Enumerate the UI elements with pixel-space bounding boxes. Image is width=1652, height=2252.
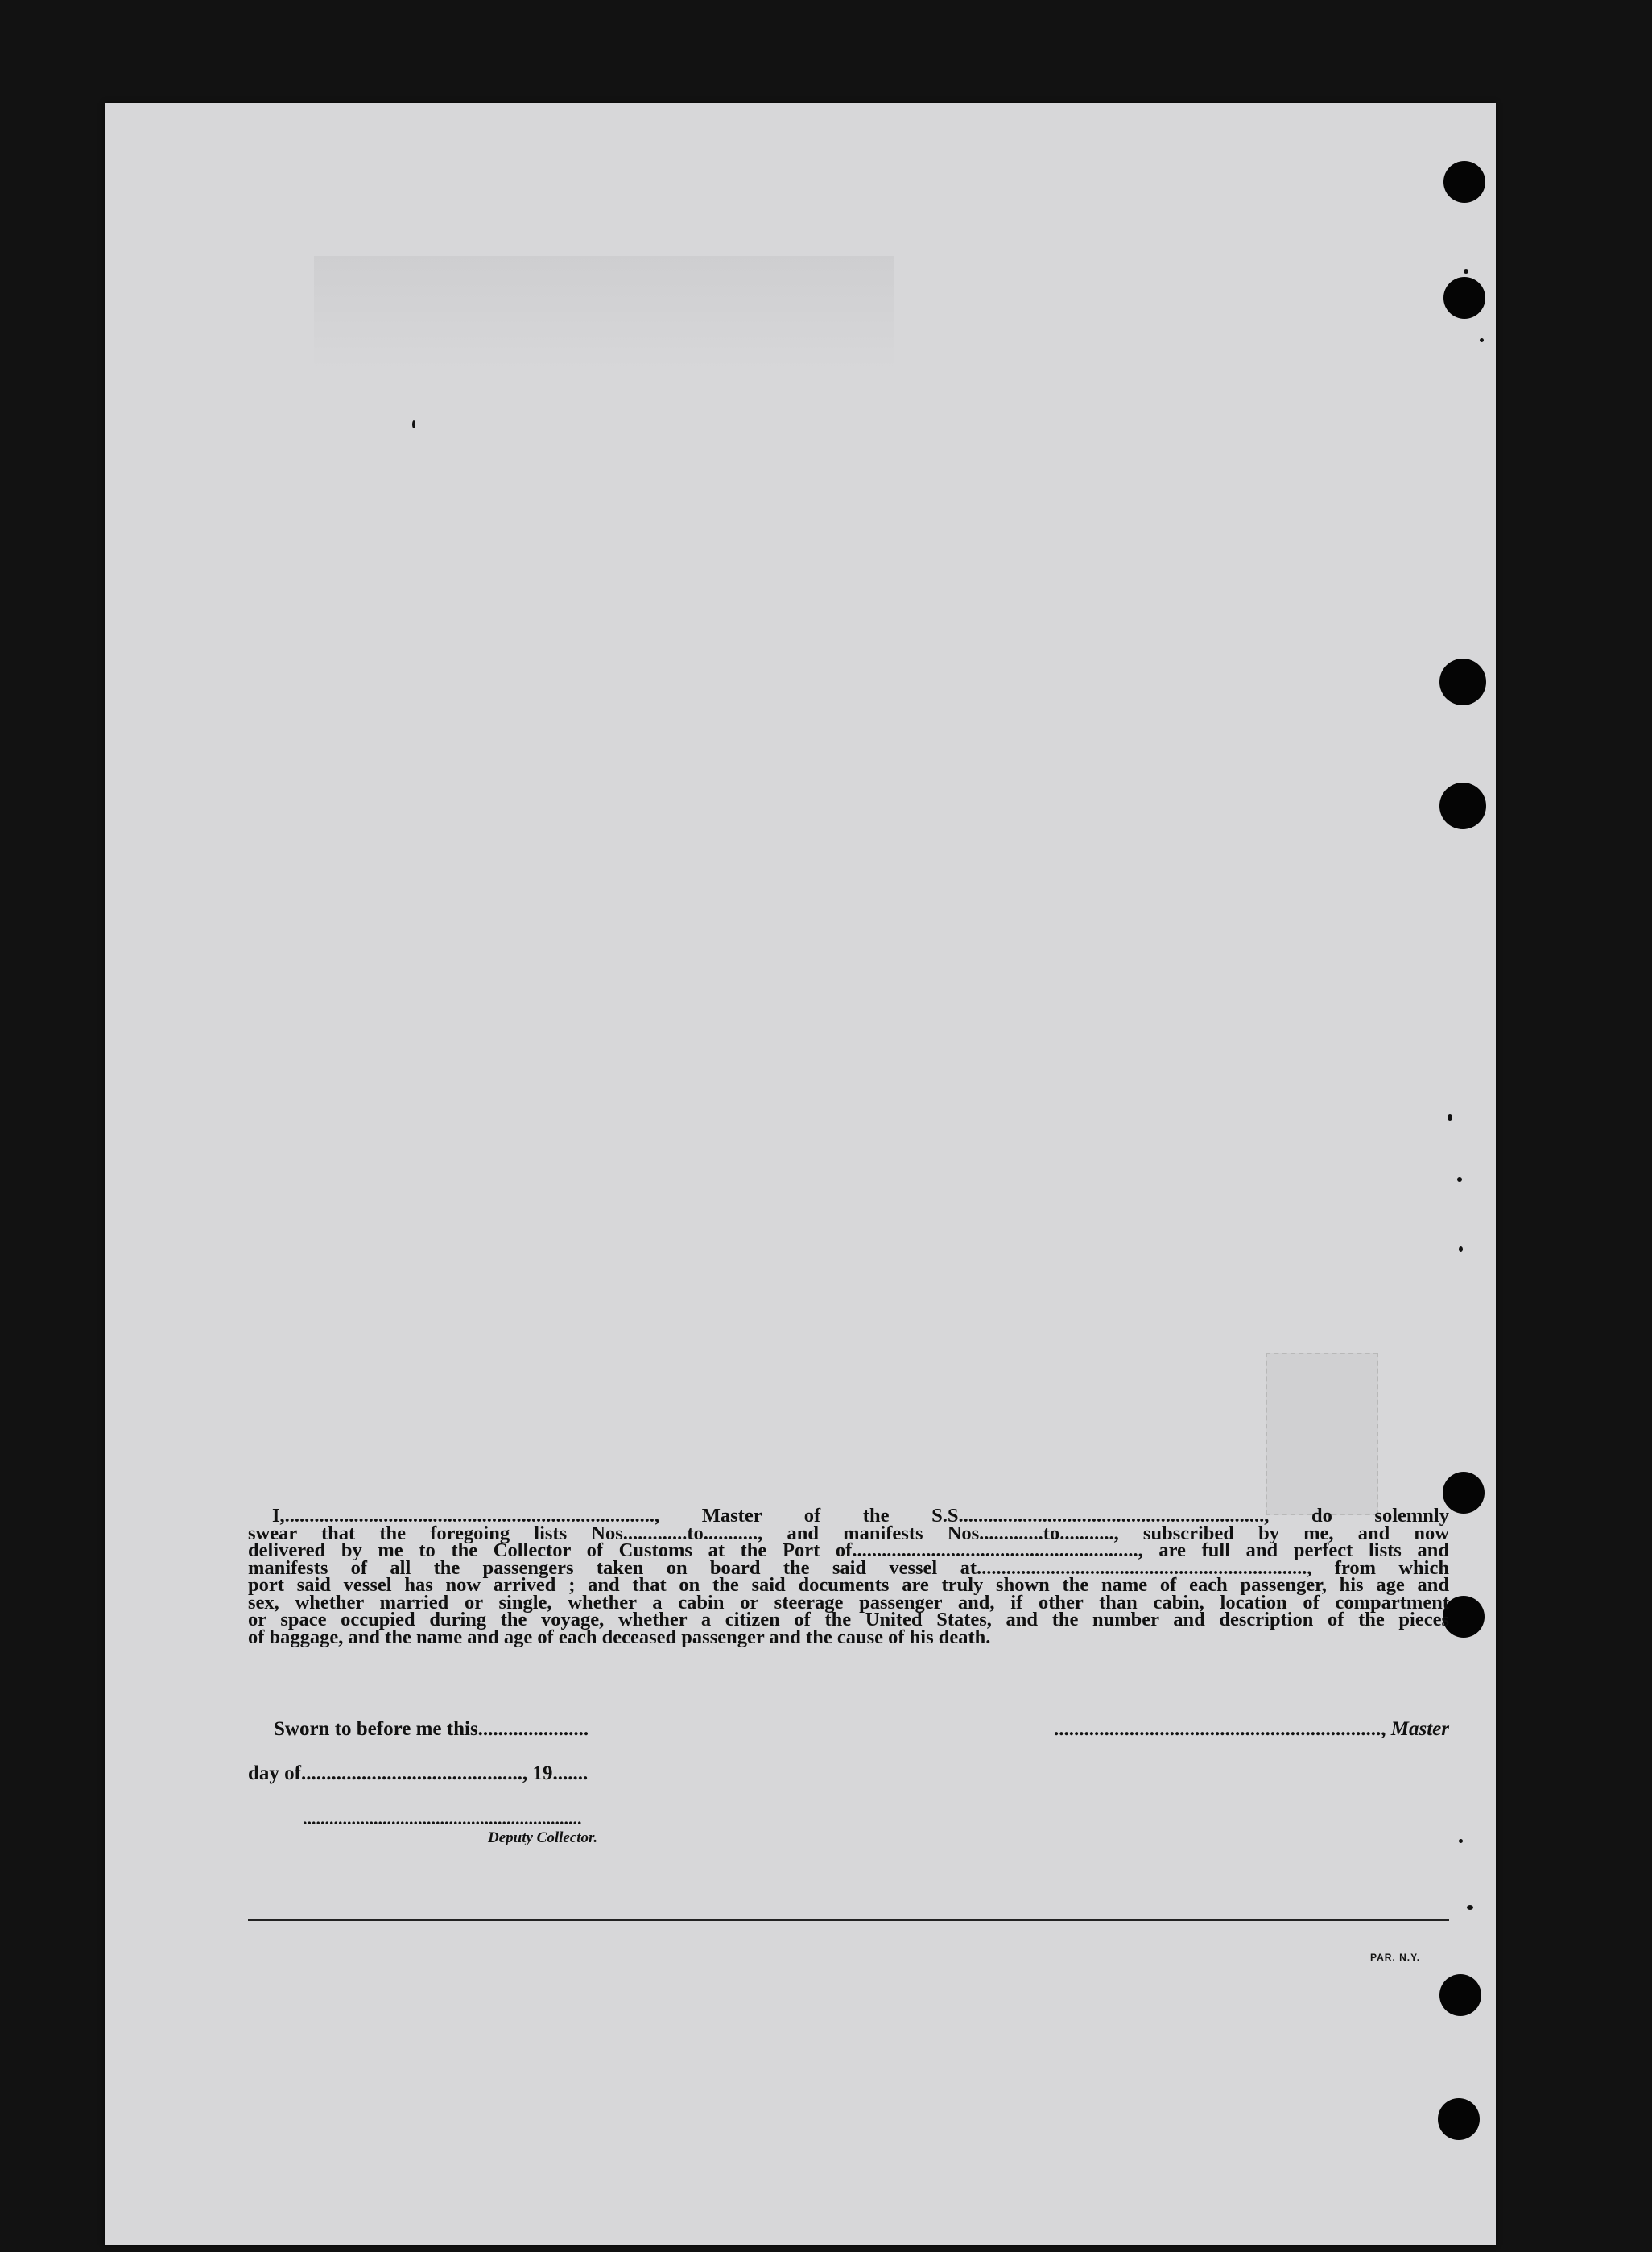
day-of-line: day of............................................, 19....... — [248, 1762, 589, 1784]
ink-speck — [1467, 1905, 1473, 1910]
oath-line-7: or space occupied during the voyage, whether a citizen of the United States, and the number and description of the pieces — [248, 1609, 1449, 1630]
master-label: Master — [1390, 1718, 1449, 1740]
form-code: PAR. N.Y. — [1370, 1952, 1421, 1963]
oath-line-4: manifests of all the passengers taken on board the said vessel at..................................................................., from which — [248, 1556, 1449, 1579]
ink-speck — [1459, 1839, 1463, 1843]
ink-speck — [412, 420, 415, 428]
punch-hole-2 — [1443, 277, 1485, 319]
master-signature-line — [961, 1718, 1449, 1741]
ink-speck — [1459, 1246, 1463, 1252]
punch-hole-3 — [1439, 659, 1486, 705]
oath-line-6: sex, whether married or single, whether a cabin or steerage passenger and, if other than cabin, location of compartment — [248, 1591, 1449, 1614]
deputy-collector-label: Deputy Collector. — [488, 1829, 598, 1846]
master-signature-dots: ................................................................., — [1054, 1718, 1391, 1740]
oath-line-1: I,..........................................................................., Master of the S.S.............................................................., do solemnly — [272, 1505, 1449, 1527]
punch-hole-8 — [1438, 2098, 1480, 2140]
oath-line-3: delivered by me to the Collector of Customs at the Port of.........................................................., are full and perfect lists and — [248, 1539, 1449, 1561]
horizontal-rule — [248, 1919, 1449, 1921]
deputy-collector-signature-dots: ............................................................... — [303, 1808, 582, 1828]
punch-hole-7 — [1439, 1974, 1481, 2016]
ink-speck — [1464, 269, 1468, 274]
oath-line-5: port said vessel has now arrived ; and that on the said documents are truly shown the name of each passenger, his age and — [248, 1574, 1449, 1596]
oath-paragraph — [248, 1507, 1449, 1646]
ink-speck — [1448, 1114, 1452, 1121]
document-page — [105, 103, 1496, 2245]
sworn-before-line: Sworn to before me this...................... — [274, 1718, 589, 1740]
oath-line-8: of baggage, and the name and age of each deceased passenger and the cause of his death. — [248, 1626, 991, 1648]
ink-speck — [1457, 1177, 1462, 1182]
ink-speck — [1480, 338, 1484, 342]
bleed-through-text — [314, 256, 894, 369]
punch-hole-4 — [1439, 783, 1486, 829]
oath-line-2: swear that the foregoing lists Nos.............to..........., and manifests Nos.............to..........., subscribed by me, and now — [248, 1522, 1449, 1544]
faint-stamp — [1266, 1353, 1378, 1515]
punch-hole-1 — [1443, 161, 1485, 203]
